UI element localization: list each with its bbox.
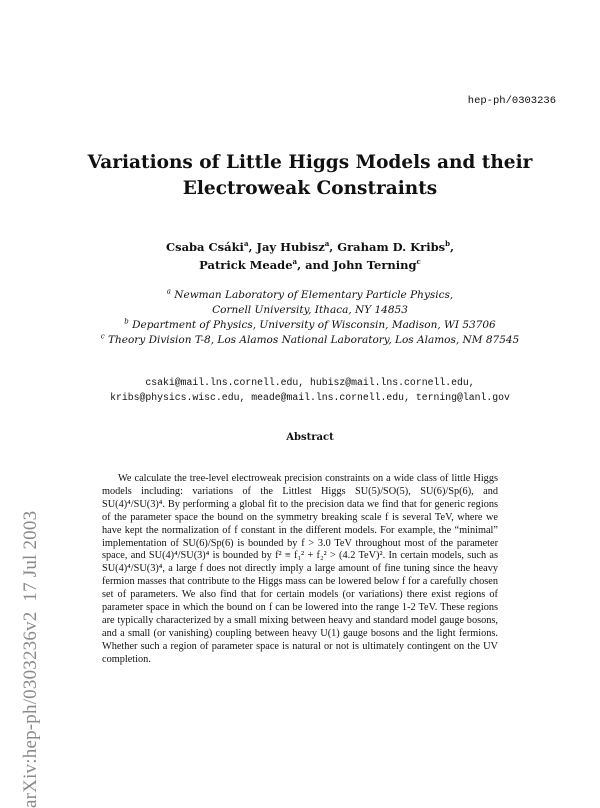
affiliation xyxy=(60,318,560,333)
affil-text: Department of Physics, University of Wisconsin, Madison, WI 53706 xyxy=(132,319,496,331)
author-sep: , xyxy=(329,240,338,254)
author-list xyxy=(60,238,560,274)
author-name: John Terning xyxy=(332,258,417,272)
affil-text: Cornell University, Ithaca, NY 14853 xyxy=(212,304,408,316)
author-name: Jay Hubisz xyxy=(256,240,325,254)
author-line-2 xyxy=(60,256,560,274)
title-line-2: Electroweak Constraints xyxy=(182,178,438,199)
affil-mark: a xyxy=(166,287,171,296)
author-name: Graham D. Kribs xyxy=(337,240,446,254)
paper-title xyxy=(60,150,560,202)
author-affil-mark: b xyxy=(445,239,451,249)
affil-text: Theory Division T-8, Los Alamos National Laboratory, Los Alamos, NM 87545 xyxy=(108,334,520,346)
report-number: hep-ph/0303236 xyxy=(467,95,556,107)
author-sep: , xyxy=(248,240,257,254)
affiliation-list xyxy=(60,288,560,348)
email-line-1[interactable]: csaki@mail.lns.cornell.edu, hubisz@mail.lns.cornell.edu, xyxy=(145,377,475,388)
affiliation xyxy=(60,333,560,348)
arxiv-date: 17 Jul 2003 xyxy=(20,510,41,602)
author-name: Csaba Csáki xyxy=(165,240,244,254)
author-name: Patrick Meade xyxy=(199,258,293,272)
author-affil-mark: a xyxy=(292,257,298,267)
arxiv-id: arXiv:hep-ph/0303236v2 xyxy=(20,611,41,808)
abstract-body: We calculate the tree-level electroweak precision constraints on a wide class of little Higgs models including: variations of the Littlest Higgs SU(5)/SO(5), SU(6)/Sp(6), and SU(4)⁴/SU(3)⁴. By performing a global fit to the precision data we find that for generic regions of the parameter space the bound on the symmetry breaking scale f is several TeV, where we have kept the normalization of f constant in the different models. For example, the “minimal” implementation of SU(6)/Sp(6) is bounded by f > 3.0 TeV throughout most of the parameter space, and SU(4)⁴/SU(3)⁴ is bounded by f² ≡ f₁² + f₂² > (4.2 TeV)². In certain models, such as SU(4)⁴/SU(3)⁴, a large f does not directly imply a large amount of fine tuning since the heavy fermion masses that contribute to the Higgs mass can be lowered below f for a carefully chosen set of parameters. We also find that for certain models (or variations) there exist regions of parameter space in which the bound on f can be lowered into the range 1-2 TeV. These regions are typically characterized by a small mixing between heavy and standard model gauge bosons, and a small (or vanishing) coupling between heavy U(1) gauge bosons and the light fermions. Whether such a region of parameter space is natural or not is ultimately contingent on the UV completion. xyxy=(102,473,498,665)
author-line-1 xyxy=(60,238,560,256)
title-line-1: Variations of Little Higgs Models and their xyxy=(87,152,533,173)
affiliation xyxy=(60,288,560,303)
abstract-heading: Abstract xyxy=(286,432,334,443)
author-affil-mark: a xyxy=(243,239,249,249)
affil-mark: b xyxy=(124,317,129,326)
author-sep: , and xyxy=(297,258,333,272)
author-affil-mark: a xyxy=(324,239,330,249)
author-affil-mark: c xyxy=(416,257,421,267)
affiliation xyxy=(60,303,560,318)
arxiv-side-stamp xyxy=(20,208,42,808)
affil-mark: c xyxy=(100,332,105,341)
affil-text: Newman Laboratory of Elementary Particle Physics, xyxy=(174,289,454,301)
author-sep: , xyxy=(450,240,455,254)
email-list xyxy=(60,375,560,405)
email-line-2[interactable]: kribs@physics.wisc.edu, meade@mail.lns.cornell.edu, terning@lanl.gov xyxy=(110,392,510,403)
